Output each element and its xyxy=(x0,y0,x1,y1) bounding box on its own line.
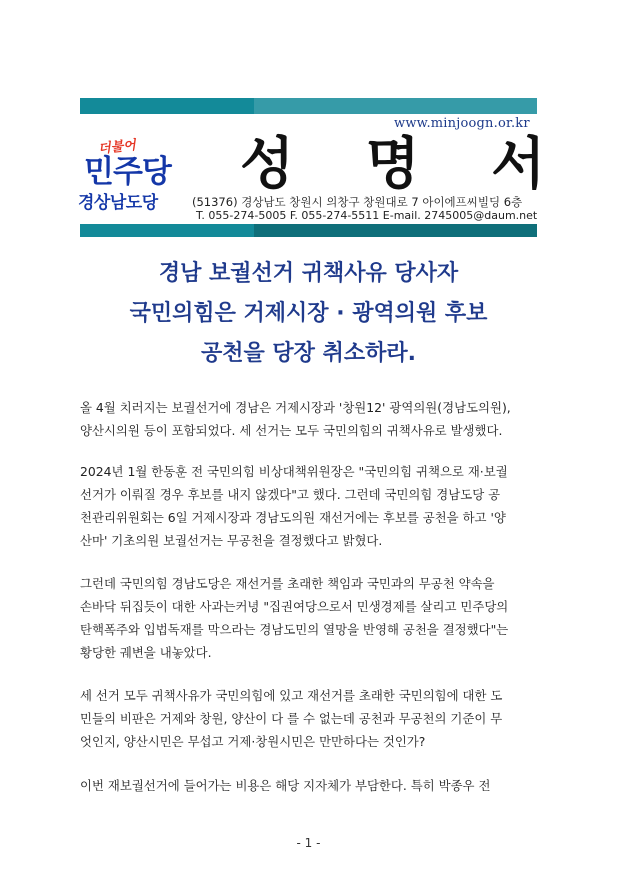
paragraph-2 xyxy=(80,460,538,552)
paragraph-5 xyxy=(80,774,538,797)
contact-info: T. 055-274-5005 F. 055-274-5511 E-mail. 2745005@daum.net xyxy=(196,209,538,222)
paragraph-line: 손바닥 뒤집듯이 대한 사과는커녕 "집권여당으로서 민생경제를 살리고 민주당의 xyxy=(80,599,509,614)
page-number: - 1 - xyxy=(296,836,321,850)
header-top-band xyxy=(80,98,537,114)
headline-line-3: 공천을 당장 취소하라. xyxy=(201,341,416,366)
address: (51376) 경상남도 창원시 의창구 창원대로 7 아이에프씨빌딩 6층 xyxy=(192,195,523,209)
paragraph-line: 산마' 기초의원 보궐선거는 무공천을 결정했다고 밝혔다. xyxy=(80,533,383,548)
paragraph-3 xyxy=(80,572,538,664)
headline-line-2: 국민의힘은 거제시장 · 광역의원 후보 xyxy=(129,301,488,326)
logo-region: 경상남도당 xyxy=(78,193,158,213)
paragraph-1 xyxy=(80,396,538,442)
paragraph-line: 탄핵폭주와 입법독재를 막으라는 경남도민의 열망을 반영해 공천을 결정했다"는 xyxy=(80,622,509,637)
paragraph-line: 엇인지, 양산시민은 무섭고 거제·창원시민은 만만하다는 것인가? xyxy=(80,734,426,749)
paragraph-line: 양산시의원 등이 포함되었다. 세 선거는 모두 국민의힘의 귀책사유로 발생했다. xyxy=(80,423,503,438)
paragraph-line: 올 4월 치러지는 보궐선거에 경남은 거제시장과 '창원12' 광역의원(경남도의원), xyxy=(80,400,511,415)
headline-line-1: 경남 보궐선거 귀책사유 당사자 xyxy=(158,261,459,286)
paragraph-line: 선거가 이뤄질 경우 후보를 내지 않겠다"고 했다. 그런데 국민의힘 경남도당 공 xyxy=(80,487,501,502)
party-logo xyxy=(78,132,188,218)
paragraph-line: 천관리위원회는 6일 거제시장과 경남도의원 재선거에는 후보를 공천을 하고 '양 xyxy=(80,510,506,525)
paragraph-line: 이번 재보궐선거에 들어가는 비용은 해당 지자체가 부담한다. 특히 박종우 전 xyxy=(80,778,491,793)
paragraph-line: 민들의 비판은 거제와 창원, 양산이 다 를 수 없는데 공천과 무공천의 기준이 무 xyxy=(80,711,503,726)
website-url[interactable]: www.minjoogn.or.kr xyxy=(394,116,530,131)
paragraph-line: 세 선거 모두 귀책사유가 국민의힘에 있고 재선거를 초래한 국민의힘에 대한 도 xyxy=(80,688,503,703)
paragraph-line: 그런데 국민의힘 경남도당은 재선거를 초래한 책임과 국민과의 무공천 약속을 xyxy=(80,576,495,591)
document-title: 성 명 서 xyxy=(240,131,572,197)
paragraph-line: 2024년 1월 한동훈 전 국민의힘 비상대책위원장은 "국민의힘 귀책으로 재·보궐 xyxy=(80,464,508,479)
logo-small-text: 더불어 xyxy=(97,138,137,157)
header-bottom-band xyxy=(80,224,537,237)
paragraph-line: 황당한 궤변을 내놓았다. xyxy=(80,645,212,660)
paragraph-4 xyxy=(80,684,538,753)
logo-party-name: 민주당 xyxy=(84,154,171,190)
